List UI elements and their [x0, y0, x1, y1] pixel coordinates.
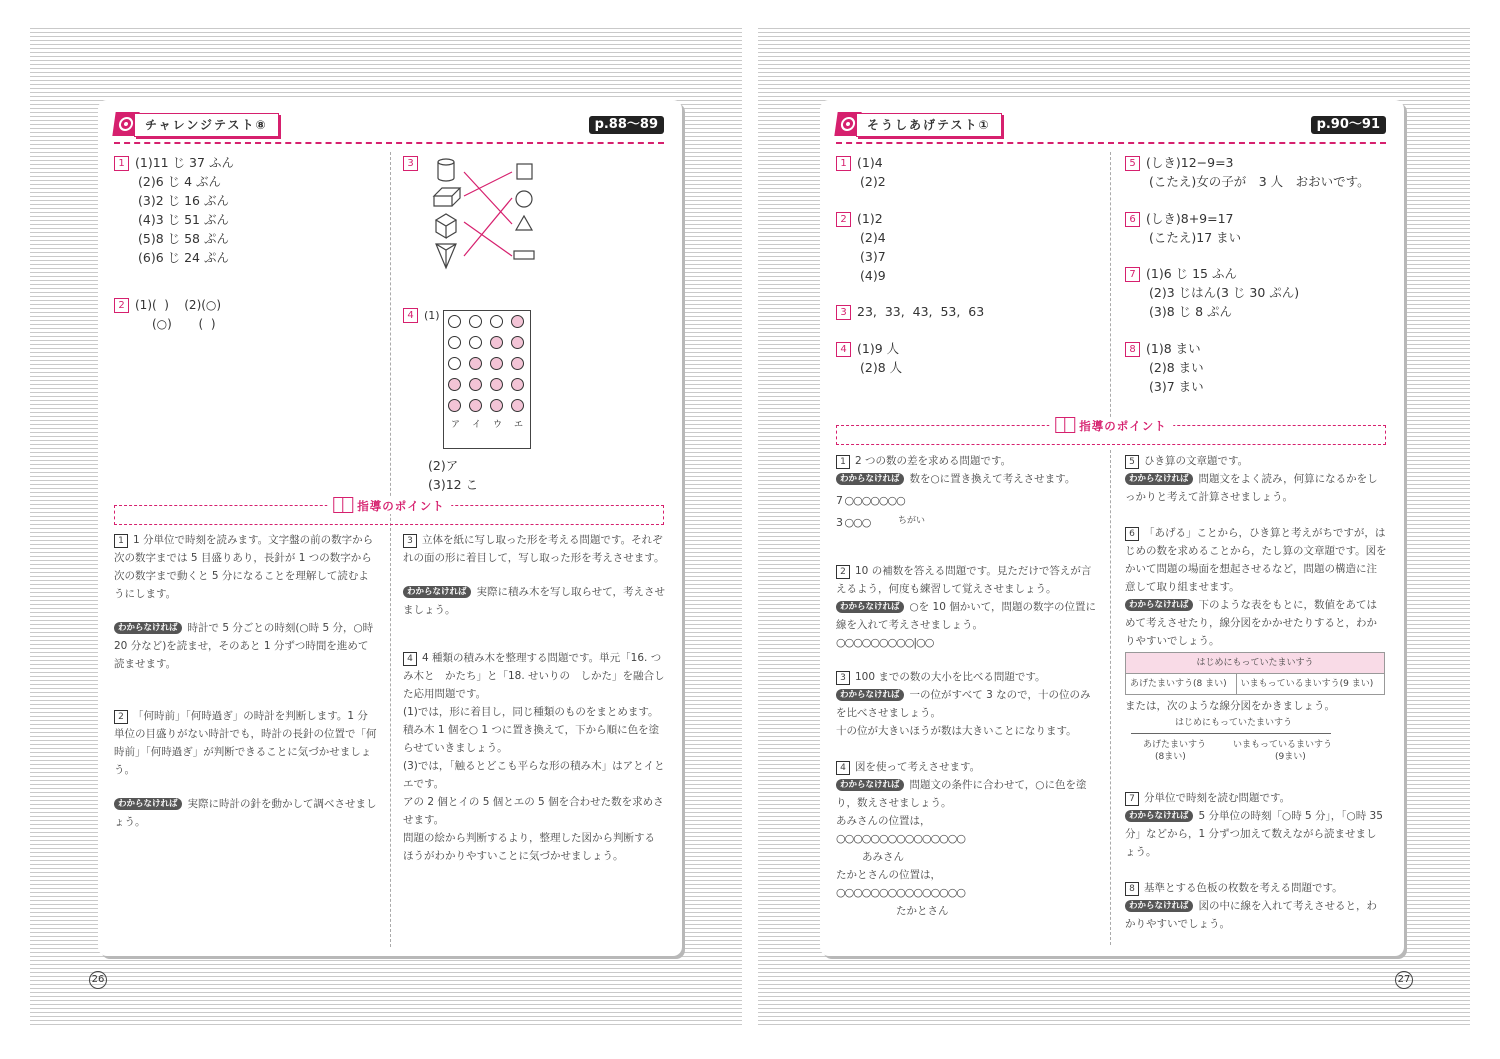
right-q8: [1125, 339, 1204, 396]
table-cell: いまもっているまいすう(9 まい): [1236, 674, 1384, 695]
grid-column-label: イ: [472, 420, 482, 430]
ex-number: 3: [836, 671, 850, 685]
grid-circle: [448, 399, 461, 412]
ex-number: 3: [403, 534, 417, 548]
grid-column-label: ア: [451, 420, 461, 430]
ex-text: 十の位が大きいほうが数は大きいことになります。: [836, 725, 1077, 737]
header-divider: [836, 142, 1386, 144]
grid-column-label: ウ: [493, 420, 503, 430]
ex-text: 4 種類の積み木を整理する問題です。単元「16. つみ木と かたち」と「18. せいりの しかた」を融合した応用問題です。: [403, 652, 665, 700]
q7-number: 7: [1125, 267, 1140, 282]
hint-text: ○を 10 個かいて，問題の数字の位置に線を入れて考えさせましょう。: [836, 601, 1097, 631]
answer: (2)8 まい: [1149, 360, 1204, 375]
hint-badge: わからなければ: [1125, 900, 1193, 912]
point-label: 指導のポイント: [1079, 419, 1167, 433]
right-q1: [836, 153, 886, 191]
hint-text: 問題文の条件に合わせて，○に色を塗り，数えさせましょう。: [836, 779, 1087, 809]
hint-text: 一の位がすべて 3 なので，十の位のみを比べさせましょう。: [836, 689, 1091, 719]
segment-label: いまもっているまいすう: [1233, 740, 1333, 750]
right-header: [836, 112, 1036, 138]
ex-number: 4: [836, 761, 850, 775]
grid-circle: [469, 378, 482, 391]
table-header: はじめにもっていたまいすう: [1126, 653, 1385, 674]
answer: (こたえ)17 まい: [1149, 230, 1242, 245]
answer: (2)ア: [428, 458, 459, 473]
left-explain-col1: [114, 531, 378, 847]
answer: (2)4: [860, 230, 886, 245]
answer: 23, 33, 43, 53, 63: [857, 304, 985, 319]
q1-number: 1: [836, 156, 851, 171]
left-explain-col2: [403, 531, 665, 865]
right-point-banner: [836, 419, 1386, 445]
answer: (2)6 じ 4 ぶん: [138, 174, 222, 189]
grid-circle: [511, 315, 524, 328]
ex-number: 2: [114, 710, 128, 724]
ex-text: (3)では，「触るとどこも平らな形の積み木」はアとイとエです。: [403, 760, 665, 790]
answer: (4)3 じ 51 ぶん: [138, 212, 229, 227]
column-divider: [390, 152, 391, 947]
answer: (1)8 まい: [1146, 341, 1201, 356]
hint-badge: わからなければ: [836, 689, 904, 701]
left-q3: [403, 153, 424, 172]
hint-badge: わからなければ: [114, 798, 182, 810]
difference-diagram: 7 ○○○○○○○ 3 ○○○ ちがい: [836, 494, 926, 529]
left-point-banner: [114, 499, 664, 525]
segment-diagram: [1125, 715, 1387, 773]
ex-text: 立体を紙に写し取った形を考える問題です。それぞれの面の形に着目して，写し取った形を考えさせます。: [403, 534, 665, 564]
hint-text: 実際に時計の針を動かして調べさせましょう。: [114, 798, 377, 828]
grid-circle: [490, 357, 503, 370]
ex-number: 2: [836, 565, 850, 579]
q8-number: 8: [1125, 342, 1140, 357]
shape-matching-figure: [428, 156, 548, 276]
grid-circle: [490, 336, 503, 349]
column-divider: [1110, 450, 1111, 945]
ex-number: 6: [1125, 527, 1139, 541]
left-q4-answers: [428, 456, 478, 494]
answer: (○) ( ): [152, 317, 216, 331]
grid-circle: [511, 336, 524, 349]
ex-number: 5: [1125, 455, 1139, 469]
grid-circle: [469, 336, 482, 349]
hint-badge: わからなければ: [836, 473, 904, 485]
left-q4: [403, 305, 440, 325]
answer: (2)3 じはん(3 じ 30 ぷん): [1149, 285, 1300, 300]
ex6-table: [1125, 652, 1385, 695]
block-grid: [443, 310, 531, 449]
takato-circles: ○○○○○○○○○○○○○○○: [836, 886, 965, 899]
ex-number: 7: [1125, 792, 1139, 806]
hint-text: 図の中に線を入れて考えさせると，わかりやすいでしょう。: [1125, 900, 1378, 930]
diff-label: ちがい: [898, 516, 926, 526]
q6-number: 6: [1125, 212, 1140, 227]
right-q4: [836, 339, 902, 377]
ex-number: 1: [836, 455, 850, 469]
ex-text: 「あげる」ことから，ひき算と考えがちですが，はじめの数を求めることから，たし算の文章題です。図をかいて問題の場面を想起させるなど，問題の構造に注意して取り組ませます。: [1125, 527, 1387, 593]
column-divider: [1110, 152, 1111, 427]
q2-number: 2: [836, 212, 851, 227]
hint-badge: わからなければ: [836, 779, 904, 791]
grid-circle: [490, 399, 503, 412]
ex-number: 8: [1125, 882, 1139, 896]
ami-circles: ○○○○○○○○○○○○○○○: [836, 832, 965, 845]
right-explain-col1: [836, 452, 1100, 920]
left-page: [98, 100, 682, 956]
q3-number: 3: [403, 156, 418, 171]
answer: (1)11 じ 37 ふん: [135, 155, 234, 170]
segment-label: (8まい): [1155, 752, 1186, 762]
grid-circle: [469, 315, 482, 328]
answer: (2)2: [860, 174, 886, 189]
left-q1: [114, 153, 234, 267]
hint-text: 問題文をよく読み，何算になるかをしっかりと考えて計算させましょう。: [1125, 473, 1378, 503]
hint-text: 5 分単位の時刻「○時 5 分」，「○時 35 分」などから，1 分ずつ加えて数えながら読ませましょう。: [1125, 810, 1383, 858]
ex-text: 2 つの数の差を求める問題です。: [855, 455, 1012, 467]
ex-text: ひき算の文章題です。: [1144, 455, 1249, 467]
answer: (しき)8+9=17: [1146, 211, 1234, 226]
q4-number: 4: [403, 308, 418, 323]
sub-label: (1): [424, 309, 440, 322]
hint-badge: わからなければ: [1125, 810, 1193, 822]
right-q6: [1125, 209, 1241, 247]
hint-badge: わからなければ: [836, 601, 904, 613]
answer: (こたえ)女の子が 3 人 おおいです。: [1149, 174, 1370, 189]
answer: (1)4: [857, 155, 883, 170]
ten-circles: ○○○○○○○○○|○○: [836, 636, 934, 649]
point-label: 指導のポイント: [357, 499, 445, 513]
right-page: [820, 100, 1404, 956]
answer: (しき)12−9=3: [1146, 155, 1234, 170]
book-icon: [1055, 417, 1075, 433]
answer: (3)8 じ 8 ぷん: [1149, 304, 1233, 319]
left-title: チャレンジテスト⑧: [134, 113, 279, 137]
right-explain-col2: [1125, 452, 1387, 933]
hint-text: 下のような表をもとに，数値をあてはめて考えさせたり，線分図をかかせたりすると，わかりやすいでしょう。: [1125, 599, 1378, 647]
right-q5: [1125, 153, 1370, 191]
ex-text: 100 までの数の大小を比べる問題です。: [855, 671, 1046, 683]
grid-circle: [469, 399, 482, 412]
ex-number: 1: [114, 534, 128, 548]
q3-number: 3: [836, 305, 851, 320]
grid-circle: [469, 357, 482, 370]
right-page-number: 27: [1395, 971, 1413, 989]
segment-label: (9まい): [1275, 752, 1306, 762]
q4-number: 4: [836, 342, 851, 357]
ex-text: 分単位で時刻を読む問題です。: [1144, 792, 1291, 804]
right-q3: [836, 302, 984, 321]
grid-circle: [511, 399, 524, 412]
answer: (4)9: [860, 268, 886, 283]
ex-text: あみさんの位置は，: [836, 815, 931, 827]
ex-text: 基準とする色板の枚数を考える問題です。: [1144, 882, 1343, 894]
hint-badge: わからなければ: [1125, 599, 1193, 611]
left-page-ref: p.88〜89: [589, 116, 664, 134]
hint-text: 時計で 5 分ごとの時刻(○時 5 分，○時 20 分など)を読ませ，そのあと 1 分ずつ時間を進めて読ませます。: [114, 622, 374, 670]
ex-text: 問題の絵から判断するより，整理した図から判断するほうがわかりやすいことに気づかせましょう。: [403, 832, 655, 862]
answer: (3)2 じ 16 ぶん: [138, 193, 229, 208]
answer: (1)( ) (2)(○): [135, 298, 222, 312]
ex-text: 10 の補数を答える問題です。見ただけで答えが言えるよう，何度も練習して覚えさせましょう。: [836, 565, 1092, 595]
hint-badge: わからなければ: [114, 622, 182, 634]
answer: (1)6 じ 15 ふん: [1146, 266, 1237, 281]
ex-text: 1 分単位で時刻を読みます。文字盤の前の数字から次の数字までは 5 目盛りあり，長針が 1 つの数字から次の数字まで動くと 5 分になることを理解して読むようにします。: [114, 534, 374, 600]
hint-badge: わからなければ: [403, 586, 471, 598]
grid-circle: [511, 378, 524, 391]
segment-label: はじめにもっていたまいすう: [1175, 718, 1293, 728]
ex-text: アの 2 個とイの 5 個とエの 5 個を合わせた数を求めさせます。: [403, 796, 664, 826]
answer: (5)8 じ 58 ぷん: [138, 231, 229, 246]
grid-column-label: エ: [514, 420, 524, 430]
right-title: そうしあげテスト①: [856, 113, 1002, 137]
ex-text: または，次のような線分図をかきましょう。: [1125, 700, 1335, 712]
ex-text: たかとさんの位置は，: [836, 869, 941, 881]
ex-text: たかとさん: [896, 905, 949, 917]
hint-text: 実際に積み木を写し取らせて，考えさせましょう。: [403, 586, 665, 616]
answer: (3)12 こ: [428, 477, 479, 492]
right-q7: [1125, 264, 1299, 321]
right-q2: [836, 209, 886, 285]
ex-text: あみさん: [862, 851, 904, 863]
answer: (3)7: [860, 249, 886, 264]
grid-circle: [448, 357, 461, 370]
header-divider: [114, 142, 664, 144]
grid-circle: [448, 378, 461, 391]
grid-circle: [490, 378, 503, 391]
book-icon: [333, 497, 353, 513]
q5-number: 5: [1125, 156, 1140, 171]
hint-badge: わからなければ: [1125, 473, 1193, 485]
answer: (1)2: [857, 211, 883, 226]
grid-circle: [490, 315, 503, 328]
ex-text: 「何時前」「何時過ぎ」の時計を判断します。1 分単位の目盛りがない時計でも，時計の長針の位置で「何時前」「何時過ぎ」が判断できることに気づかせましょう。: [114, 710, 377, 776]
left-q2: [114, 296, 221, 334]
answer: (2)8 人: [860, 360, 903, 375]
grid-circle: [511, 357, 524, 370]
answer: (1)9 人: [857, 341, 900, 356]
right-page-ref: p.90〜91: [1311, 116, 1386, 134]
q2-number: 2: [114, 298, 129, 313]
left-page-number: 26: [89, 971, 107, 989]
ex-text: (1)では，形に着目し，同じ種類のものをまとめます。積み木 1 個を○ 1 つに置き換えて，下から順に色を塗らせていきましょう。: [403, 706, 660, 754]
hint-text: 数を○に置き換えて考えさせます。: [909, 473, 1076, 485]
ex-number: 4: [403, 652, 417, 666]
left-header: [114, 112, 314, 138]
grid-circle: [448, 336, 461, 349]
answer: (3)7 まい: [1149, 379, 1204, 394]
q1-number: 1: [114, 156, 129, 171]
segment-label: あげたまいすう: [1143, 740, 1207, 750]
grid-circle: [448, 315, 461, 328]
ex-text: 図を使って考えさせます。: [855, 761, 981, 773]
table-cell: あげたまいすう(8 まい): [1126, 674, 1237, 695]
answer: (6)6 じ 24 ぷん: [138, 250, 229, 265]
